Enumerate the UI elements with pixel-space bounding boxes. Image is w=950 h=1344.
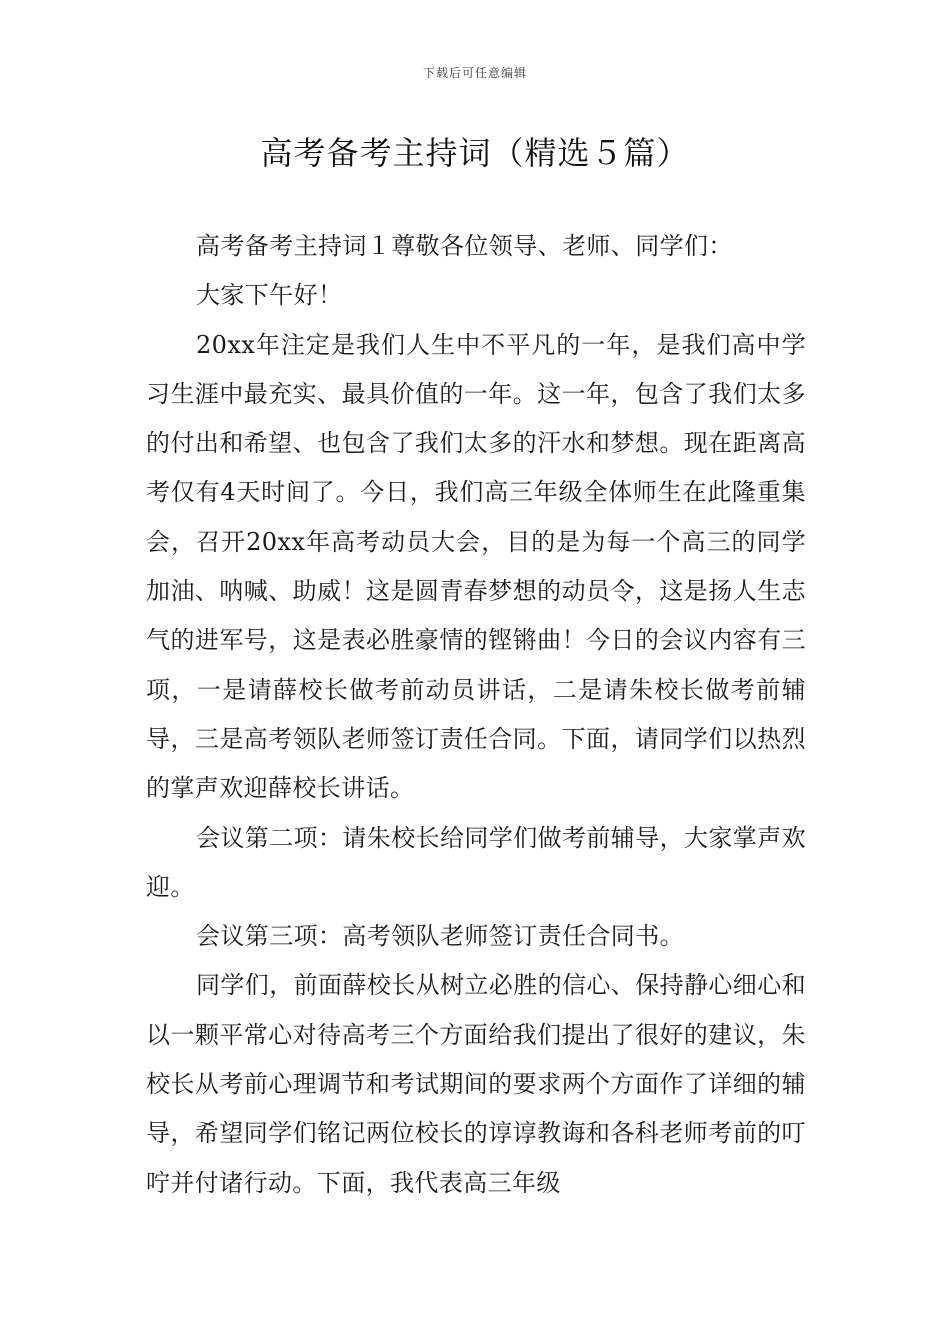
paragraph-2: 大家下午好！: [196, 281, 343, 310]
paragraph-4: 会议第二项：请朱校长给同学们做考前辅导，大家掌声欢迎。: [146, 823, 806, 901]
document-body: [146, 222, 806, 1208]
document-title: 高考备考主持词（精选５篇）: [260, 134, 690, 172]
paragraph-3: 20xx年注定是我们人生中不平凡的一年，是我们高中学习生涯中最充实、最具价值的一年。这一年，包含了我们太多的付出和希望、也包含了我们太多的汗水和梦想。现在距离高考仅有4天时间了。今日，我们高三年级全体师生在此隆重集会，召开20xx年高考动员大会，目的是为每一个高三的同学加油、呐喊、助威！这是圆青春梦想的动员令，这是扬人生志气的进军号，这是表必胜豪情的铿锵曲！今日的会议内容有三项，一是请薛校长做考前动员讲话，二是请朱校长做考前辅导，三是高考领队老师签订责任合同。下面，请同学们以热烈的掌声欢迎薛校长讲话。: [146, 330, 806, 803]
paragraph-1: 高考备考主持词１尊敬各位领导、老师、同学们：: [196, 232, 733, 260]
paragraph-5: 会议第三项：高考领队老师签订责任合同书。: [196, 922, 684, 951]
paragraph-6: 同学们，前面薛校长从树立必胜的信心、保持静心细心和以一颗平常心对待高考三个方面给我们提出了很好的建议，朱校长从考前心理调节和考试期间的要求两个方面作了详细的辅导，希望同学们铭记两位校长的谆谆教诲和各科老师考前的叮咛并付诸行动。下面，我代表高三年级: [146, 971, 806, 1197]
header-note: 下载后可任意编辑: [422, 66, 527, 80]
